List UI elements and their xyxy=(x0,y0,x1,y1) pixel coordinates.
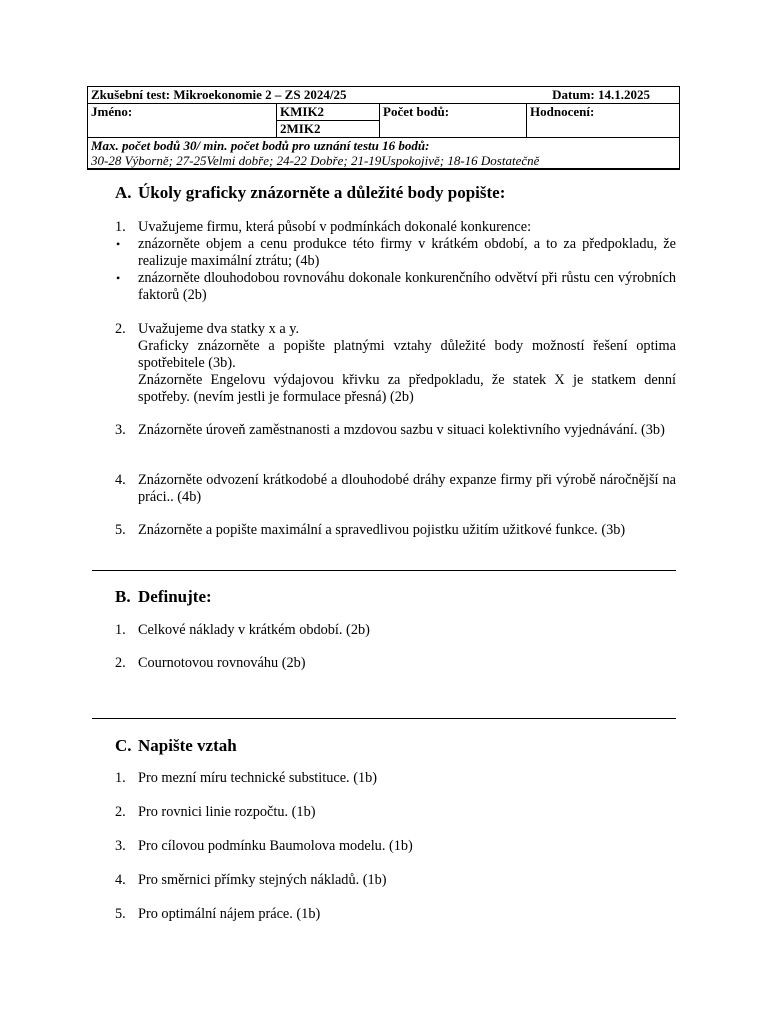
section-c-heading xyxy=(115,736,237,756)
task-c4 xyxy=(115,872,676,889)
group-2mik2: 2MIK2 xyxy=(277,121,380,138)
task-text: Uvažujeme dva statky x a y. xyxy=(138,321,300,337)
task-text: Znázorněte Engelovu výdajovou křivku za předpokladu, že statek X je statkem denní spotřeby. (nevím jestli je formulace přesná) (2b) xyxy=(138,372,676,405)
task-text: znázorněte objem a cenu produkce této firmy v krátkém období, a to za předpokladu, že realizuje maximální ztrátu; (4b) xyxy=(138,236,676,269)
bullet-icon: • xyxy=(116,271,121,285)
max-points-line: Max. počet bodů 30/ min. počet bodů pro uznání testu 16 bodů: xyxy=(91,138,430,153)
task-a1-bullet-1 xyxy=(115,236,676,270)
task-text: znázorněte dlouhodobou rovnováhu dokonale konkurenčního odvětví při růstu cen výrobních faktorů (2b) xyxy=(138,270,676,303)
exam-date: Datum: 14.1.2025 xyxy=(552,87,650,102)
task-text: Uvažujeme firmu, která působí v podmínkách dokonalé konkurence: xyxy=(138,219,532,235)
task-text: Znázorněte a popište maximální a spravedlivou pojistku užitím užitkové funkce. (3b) xyxy=(138,522,626,538)
task-a1 xyxy=(115,219,676,236)
header-title-row xyxy=(88,87,680,104)
task-text: Pro směrnici přímky stejných nákladů. (1b) xyxy=(138,872,387,888)
task-c1 xyxy=(115,770,676,787)
task-number: 1. xyxy=(115,622,126,638)
grade-scale-line: 30-28 Výborně; 27-25Velmi dobře; 24-22 Dobře; 21-19Uspokojivě; 18-16 Dostatečně xyxy=(91,153,540,168)
task-number: 1. xyxy=(115,770,126,786)
task-number: 5. xyxy=(115,522,126,538)
task-c5 xyxy=(115,906,676,923)
task-text: Pro cílovou podmínku Baumolova modelu. (1b) xyxy=(138,838,413,854)
task-number: 4. xyxy=(115,872,126,888)
task-text: Znázorněte úroveň zaměstnanosti a mzdovou sazbu v situaci kolektivního vyjednávání. (3b) xyxy=(138,422,665,438)
task-text: Znázorněte odvození krátkodobé a dlouhodobé dráhy expanze firmy při výrobě náročnější na práci.. (4b) xyxy=(138,472,676,505)
task-a5 xyxy=(115,522,676,539)
exam-title: Zkušební test: Mikroekonomie 2 – ZS 2024/25 xyxy=(91,87,347,102)
section-b-number: B. xyxy=(115,587,131,606)
task-text: Graficky znázorněte a popište platnými vztahy důležité body možností řešení optima spotřebitele (3b). xyxy=(138,338,676,371)
task-a2 xyxy=(115,321,676,406)
task-b1 xyxy=(115,622,676,639)
task-number: 2. xyxy=(115,655,126,671)
section-b-heading xyxy=(115,587,212,607)
points-label: Počet bodů: xyxy=(380,104,527,138)
task-text: Pro rovnici linie rozpočtu. (1b) xyxy=(138,804,316,820)
task-text: Pro mezní míru technické substituce. (1b) xyxy=(138,770,378,786)
task-number: 1. xyxy=(115,219,126,235)
section-c-number: C. xyxy=(115,736,132,755)
task-a3 xyxy=(115,422,676,439)
task-text: Celkové náklady v krátkém období. (2b) xyxy=(138,622,370,638)
section-divider xyxy=(92,718,676,719)
section-a-title: Úkoly graficky znázorněte a důležité body popište: xyxy=(138,183,506,202)
grade-label: Hodnocení: xyxy=(527,104,680,138)
task-number: 2. xyxy=(115,804,126,820)
task-c2 xyxy=(115,804,676,821)
section-c-title: Napište vztah xyxy=(138,736,237,755)
task-b2 xyxy=(115,655,676,672)
section-a-number: A. xyxy=(115,183,132,202)
section-divider xyxy=(92,570,676,571)
task-a1-bullet-2 xyxy=(115,270,676,304)
name-label: Jméno: xyxy=(88,104,277,138)
task-a4 xyxy=(115,472,676,506)
task-text: Cournotovou rovnováhu (2b) xyxy=(138,655,306,671)
task-c3 xyxy=(115,838,676,855)
group-kmik2: KMIK2 xyxy=(277,104,380,121)
task-number: 2. xyxy=(115,321,126,337)
task-number: 4. xyxy=(115,472,126,488)
bullet-icon: • xyxy=(116,237,121,251)
task-number: 3. xyxy=(115,422,126,438)
task-number: 5. xyxy=(115,906,126,922)
task-text: Pro optimální nájem práce. (1b) xyxy=(138,906,321,922)
header-table xyxy=(87,86,680,170)
grading-info xyxy=(88,138,680,170)
section-a-heading xyxy=(115,183,505,203)
task-number: 3. xyxy=(115,838,126,854)
section-b-title: Definujte: xyxy=(138,587,212,606)
